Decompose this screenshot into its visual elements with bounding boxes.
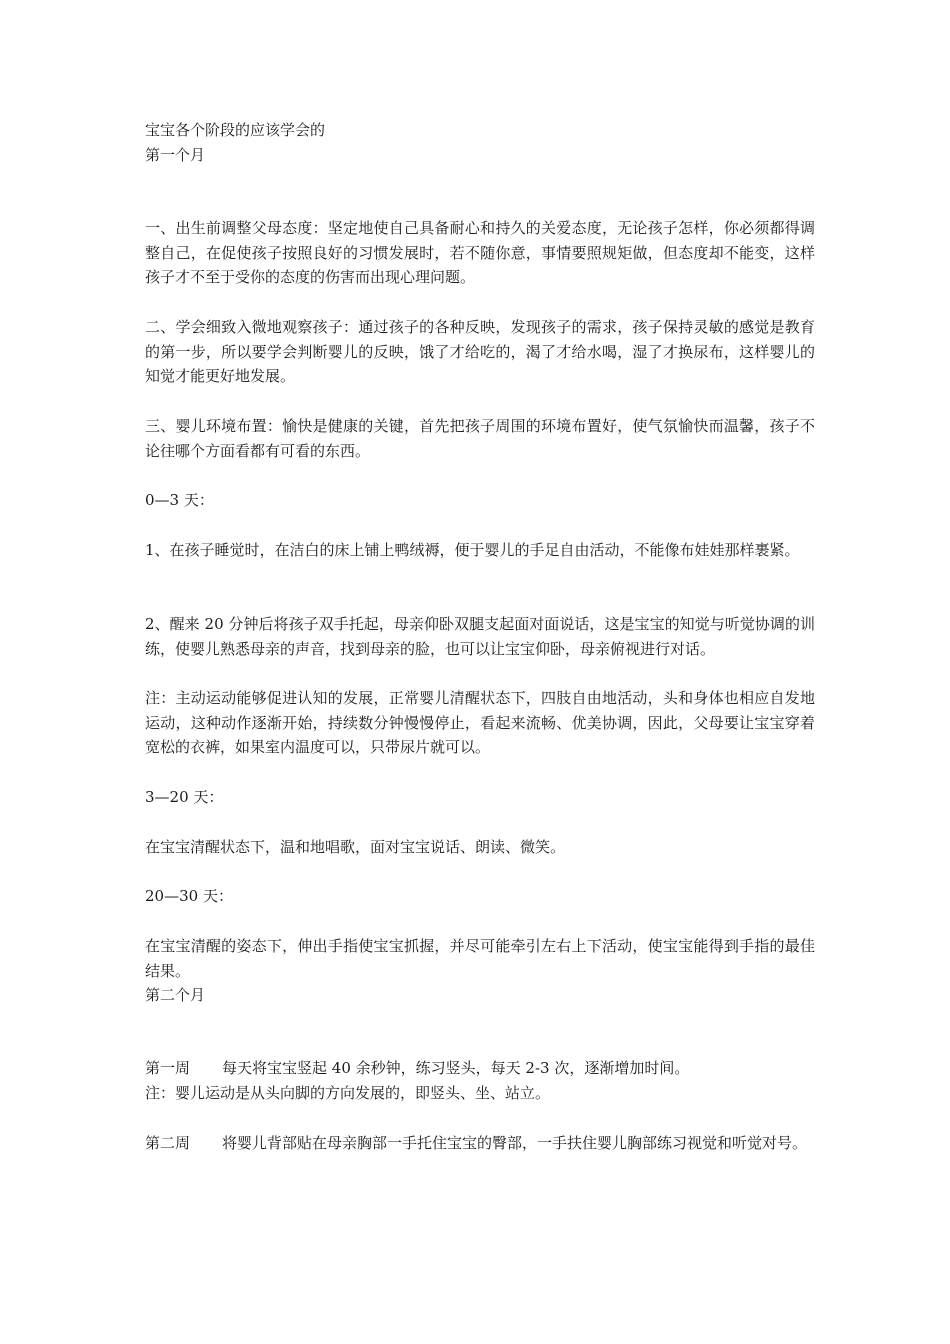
week1-note: 注：婴儿运动是从头向脚的方向发展的，即竖头、坐、站立。 <box>145 1084 551 1102</box>
month1-heading: 第一个月 <box>145 146 206 164</box>
paragraph-observe-child: 二、学会细致入微地观察孩子：通过孩子的各种反映，发现孩子的需求，孩子保持灵敏的感觉是教育的第一步，所以要学会判断婴儿的反映，饿了才给吃的，渴了才给水喝，湿了才换尿布，这样婴儿的知觉才能更好地发展。 <box>145 318 815 386</box>
week1-label: 第一周 <box>145 1059 191 1077</box>
list-item-1: 1、在孩子睡觉时，在洁白的床上铺上鸭绒褥，便于婴儿的手足自由活动，不能像布娃娃那样裹紧。 <box>145 541 800 559</box>
paragraph-20-30-days: 在宝宝清醒的姿态下，伸出手指使宝宝抓握，并尽可能牵引左右上下活动，使宝宝能得到手指的最佳结果。 <box>145 937 815 980</box>
section-heading-20-30-days: 20—30 天： <box>145 887 233 905</box>
section-heading-3-20-days: 3—20 天： <box>145 788 224 806</box>
month2-heading: 第二个月 <box>145 986 206 1004</box>
week2-label: 第二周 <box>145 1134 191 1152</box>
section-heading-0-3-days: 0—3 天： <box>145 491 214 509</box>
paragraph-environment: 三、婴儿环境布置：愉快是健康的关键，首先把孩子周围的环境布置好，使气氛愉快而温馨，孩子不论往哪个方面看都有可看的东西。 <box>145 417 815 460</box>
doc-title: 宝宝各个阶段的应该学会的 <box>145 121 326 139</box>
list-item-2: 2、醒来 20 分钟后将孩子双手托起，母亲仰卧双腿支起面对面说话，这是宝宝的知觉与听觉协调的训练，使婴儿熟悉母亲的声音，找到母亲的脸，也可以让宝宝仰卧，母亲俯视进行对话。 <box>145 615 815 658</box>
note-paragraph: 注：主动运动能够促进认知的发展，正常婴儿清醒状态下，四肢自由地活动，头和身体也相应自发地运动，这种动作逐渐开始，持续数分钟慢慢停止，看起来流畅、优美协调，因此，父母要让宝宝穿着宽松的衣裤，如果室内温度可以，只带尿片就可以。 <box>145 689 815 757</box>
week1-row <box>145 1056 815 1081</box>
week2-row <box>145 1131 815 1156</box>
week1-text: 每天将宝宝竖起 40 余秒钟，练习竖头，每天 2-3 次，逐渐增加时间。 <box>222 1059 690 1077</box>
paragraph-3-20-days: 在宝宝清醒状态下，温和地唱歌，面对宝宝说话、朗读、微笑。 <box>145 838 566 856</box>
week2-text: 将婴儿背部贴在母亲胸部一手托住宝宝的臀部，一手扶住婴儿胸部练习视觉和听觉对号。 <box>222 1134 808 1152</box>
paragraph-parent-attitude: 一、出生前调整父母态度：坚定地使自己具备耐心和持久的关爱态度，无论孩子怎样，你必须都得调整自己，在促使孩子按照良好的习惯发展时，若不随你意，事情要照规矩做，但态度却不能变，这样孩子才不至于受你的态度的伤害而出现心理问题。 <box>145 219 815 287</box>
